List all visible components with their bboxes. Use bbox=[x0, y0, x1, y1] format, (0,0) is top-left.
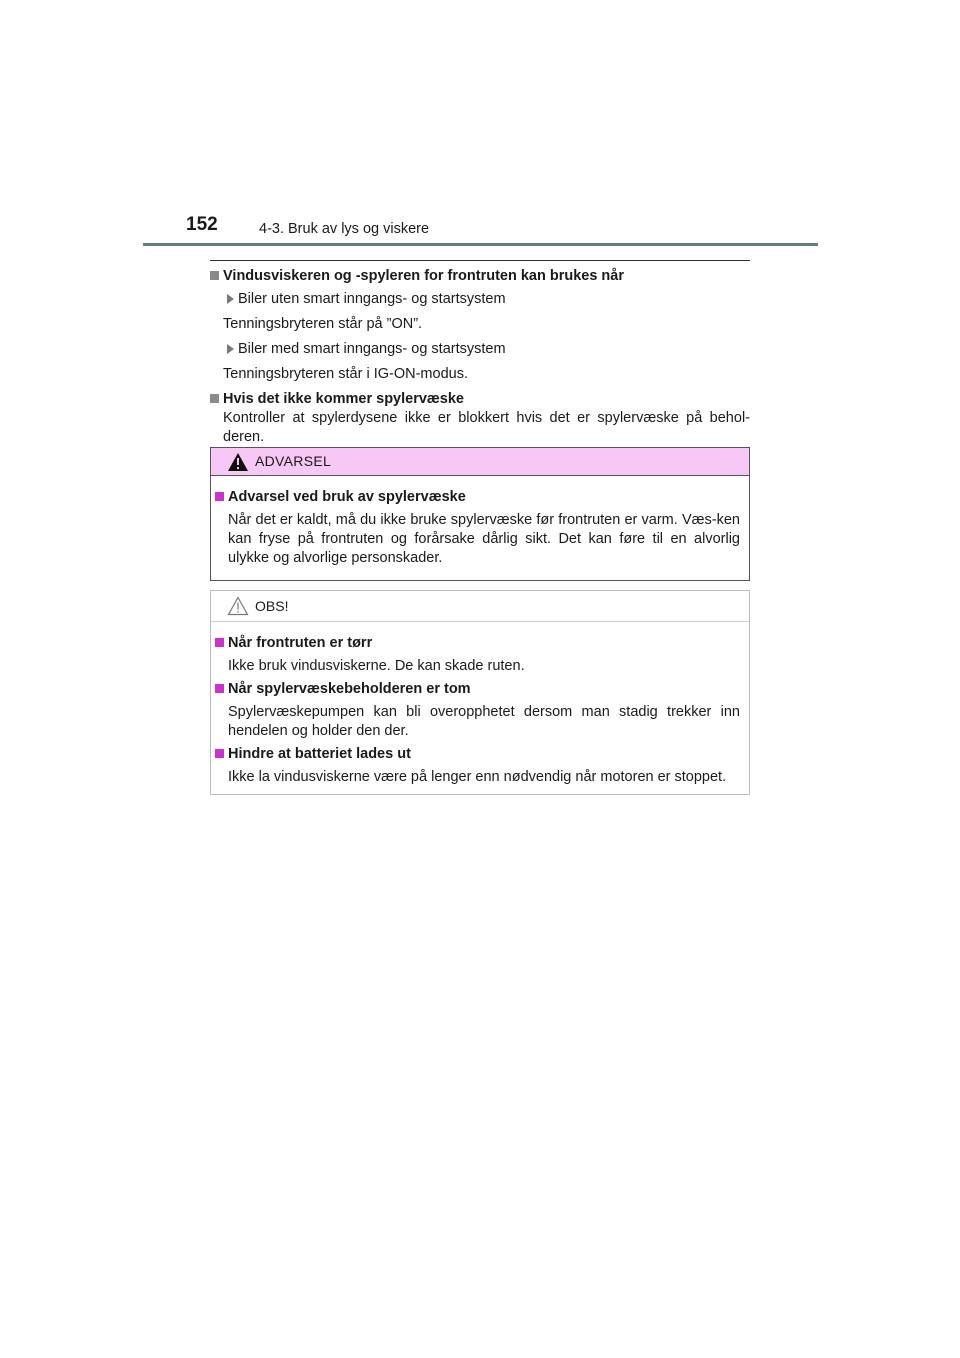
caution-triangle-icon bbox=[227, 596, 249, 616]
section-divider bbox=[210, 260, 750, 261]
warning-body bbox=[211, 476, 749, 568]
warning-triangle-icon bbox=[227, 452, 249, 472]
notice-text: Ikke bruk vindusviskerne. De kan skade ruten. bbox=[228, 658, 525, 674]
notice-heading: Når frontruten er tørr bbox=[215, 634, 740, 653]
square-bullet-icon bbox=[215, 749, 224, 758]
paragraph-text: Kontroller at spylerdysene ikke er blokkert hvis det er spylervæske på behol-deren. bbox=[223, 410, 750, 445]
square-bullet-icon bbox=[215, 492, 224, 501]
notice-body bbox=[211, 622, 749, 787]
main-content bbox=[210, 267, 750, 447]
notice-text: Ikke la vindusviskerne være på lenger enn nødvendig når motoren er stoppet. bbox=[228, 769, 727, 785]
notice-heading: Hindre at batteriet lades ut bbox=[215, 745, 740, 764]
square-bullet-icon bbox=[215, 638, 224, 647]
warning-header bbox=[211, 448, 749, 476]
warning-text: Når det er kaldt, må du ikke bruke spylervæske før frontruten er varm. Væs-ken kan fryse på frontruten og forårsake dårlig sikt. Det kan føre til en alvorlig ulykke og alvorlige personskader. bbox=[228, 512, 740, 566]
warning-box bbox=[210, 447, 750, 581]
square-bullet-icon bbox=[210, 271, 219, 280]
notice-box bbox=[210, 590, 750, 795]
warning-heading: Advarsel ved bruk av spylervæske bbox=[215, 488, 740, 507]
heading-no-washer-fluid: Hvis det ikke kommer spylervæske bbox=[210, 390, 750, 409]
list-item: Biler med smart inngangs- og startsystem bbox=[210, 340, 750, 359]
triangle-right-icon bbox=[227, 294, 234, 304]
page-number: 152 bbox=[186, 214, 218, 235]
notice-label: OBS! bbox=[255, 598, 289, 614]
notice-heading: Når spylervæskebeholderen er tom bbox=[215, 680, 740, 699]
header-rule bbox=[143, 243, 818, 246]
item-text: Tenningsbryteren står på ”ON”. bbox=[223, 316, 423, 332]
triangle-right-icon bbox=[227, 344, 234, 354]
section-title: 4-3. Bruk av lys og viskere bbox=[259, 221, 430, 237]
item-text: Tenningsbryteren står i IG-ON-modus. bbox=[223, 366, 468, 382]
square-bullet-icon bbox=[215, 684, 224, 693]
notice-header bbox=[211, 591, 749, 622]
heading-wiper-conditions: Vindusviskeren og -spyleren for frontruten kan brukes når bbox=[210, 267, 750, 286]
list-item: Biler uten smart inngangs- og startsystem bbox=[210, 290, 750, 309]
notice-text: Spylervæskepumpen kan bli overopphetet dersom man stadig trekker inn hendelen og holder den der. bbox=[228, 704, 740, 739]
warning-label: ADVARSEL bbox=[255, 453, 332, 469]
square-bullet-icon bbox=[210, 394, 219, 403]
